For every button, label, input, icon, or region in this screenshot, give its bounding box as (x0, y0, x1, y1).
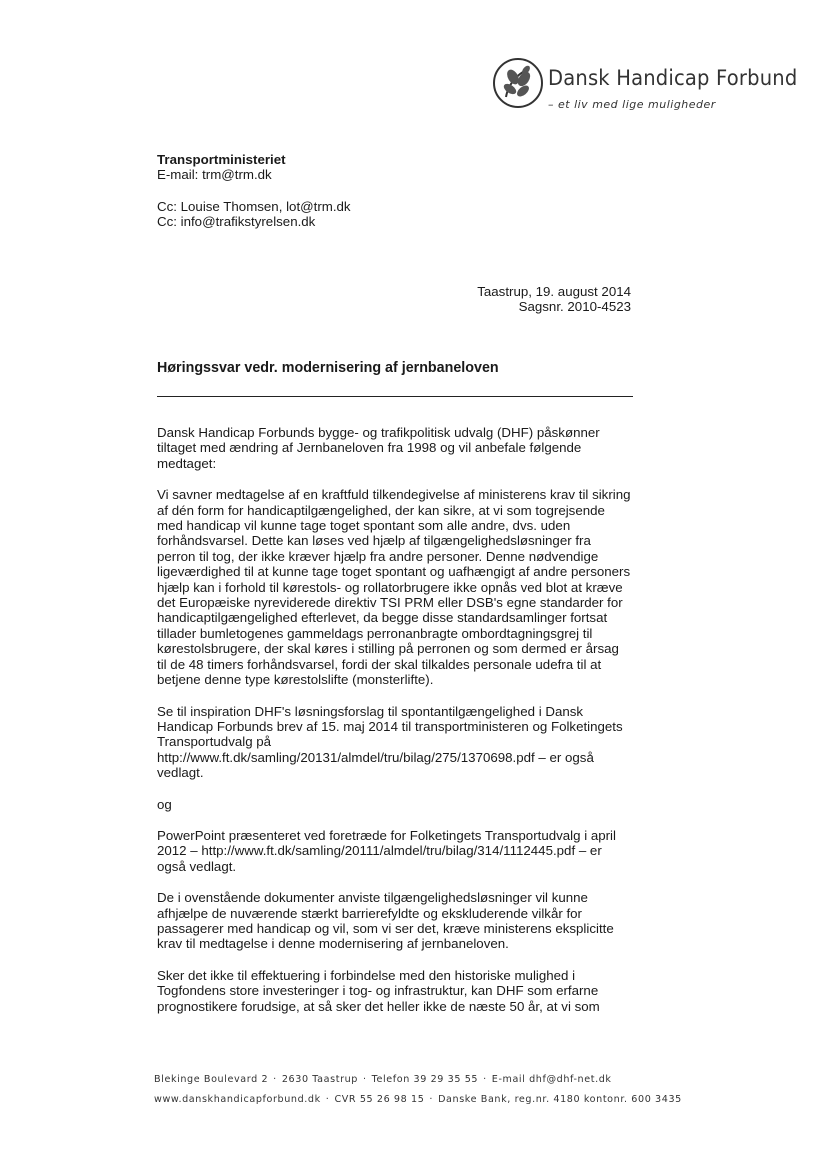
body-paragraph: PowerPoint præsenteret ved foretræde for Folketingets Transportudvalg i april 2012 – http://www.ft.dk/samling/20111/almdel/tru/bilag/314/1112445.pdf – er også vedlagt. (157, 827, 616, 874)
footer-bank: Danske Bank, reg.nr. 4180 kontonr. 600 3435 (438, 1094, 682, 1105)
subject-divider (157, 396, 633, 397)
place-date: Taastrup, 19. august 2014 (477, 284, 631, 299)
footer-separator: · (483, 1074, 487, 1085)
letter-body (157, 425, 632, 1030)
footer-line-2 (154, 1094, 682, 1105)
body-paragraph: Vi savner medtagelse af en kraftfuld tilkendegivelse af ministerens krav til sikring af dén form for handicaptilgængelighed, der kan sikre, at vi som togrejsende med handicap vil kunne tage toget spontant som alle andre, dvs. uden forhåndsvarsel. Dette kan løses ved hjælp af tilgængelighedsløsninger fra perron til tog, der ikke kræver hjælp fra andre personer. Denne nødvendige ligeværdighed til at kunne tage toget spontant og uafhængigt af andre personers hjælp kan i forhold til kørestols- og rollatorbrugere ikke opnås ved blot at kræve det Europæiske nyreviderede direktiv TSI PRM eller DSB's egne standarder for handicaptilgængelighed efterlevet, da begge disse standardsamlinger fortsat tillader bumletogenes gammeldags perronanbragte ombordtagningsgrej til kørestolsbrugere, der skal køres i stilling på perronen og som dermed er årsag til de 48 timers forhåndsvarsel, fordi der skal tilkaldes personale udefra til at betjene denne type kørestolslifte (monsterlifte). (157, 487, 631, 688)
recipient-email: E-mail: trm@trm.dk (157, 167, 272, 183)
recipient-name: Transportministeriet (157, 152, 286, 167)
subject-heading: Høringssvar vedr. modernisering af jernbaneloven (157, 360, 499, 376)
footer-separator: · (363, 1074, 367, 1085)
body-paragraph: Se til inspiration DHF's løsningsforslag til spontantilgængelighed i Dansk Handicap Forbunds brev af 15. maj 2014 til transportministeren og Folketingets Transportudvalg på http://www.ft.dk/samling/20131/almdel/tru/bilag/275/1370698.pdf – er også vedlagt. (157, 703, 623, 781)
leaf-circle-logo-icon (492, 57, 544, 109)
footer-phone: Telefon 39 29 35 55 (371, 1074, 479, 1085)
footer-address: Blekinge Boulevard 2 (154, 1074, 269, 1085)
body-paragraph: De i ovenstående dokumenter anviste tilgængelighedsløsninger vil kunne afhjælpe de nuværende stærkt barrierefyldte og ekskluderende vilkår for passagerer med handicap og vil, som vi ser det, kræve ministerens eksplicitte krav til medtagelse i denne modernisering af jernbaneloven. (157, 890, 614, 952)
case-number: Sagsnr. 2010-4523 (518, 299, 631, 315)
footer-separator: · (273, 1074, 277, 1085)
letterhead-logo (492, 57, 798, 127)
org-name: Dansk Handicap Forbund (548, 66, 798, 90)
body-paragraph: Dansk Handicap Forbunds bygge- og trafikpolitisk udvalg (DHF) påskønner tiltaget med ændring af Jernbaneloven fra 1998 og vil anbefale følgende medtaget: (157, 425, 600, 471)
footer-separator: · (325, 1094, 330, 1105)
footer-web: www.danskhandicapforbund.dk (154, 1094, 321, 1105)
org-tagline: – et liv med lige muligheder (548, 98, 716, 111)
cc-line: Cc: info@trafikstyrelsen.dk (157, 214, 316, 230)
cc-block (157, 199, 351, 230)
footer-email: E-mail dhf@dhf-net.dk (491, 1074, 612, 1085)
date-block (400, 284, 631, 315)
footer-separator: · (429, 1094, 434, 1105)
cc-line: Cc: Louise Thomsen, lot@trm.dk (157, 199, 351, 214)
footer-line-1 (154, 1074, 612, 1085)
footer-postal: 2630 Taastrup (281, 1074, 358, 1085)
body-paragraph: Sker det ikke til effektuering i forbindelse med den historiske mulighed i Togfondens store investeringer i tog- og infrastruktur, kan DHF som erfarne prognostikere forudsige, at så sker det heller ikke de næste 50 år, at vi som (157, 967, 600, 1014)
footer-cvr: CVR 55 26 98 15 (334, 1094, 425, 1105)
body-paragraph: og (157, 796, 172, 812)
recipient-block (157, 152, 286, 183)
